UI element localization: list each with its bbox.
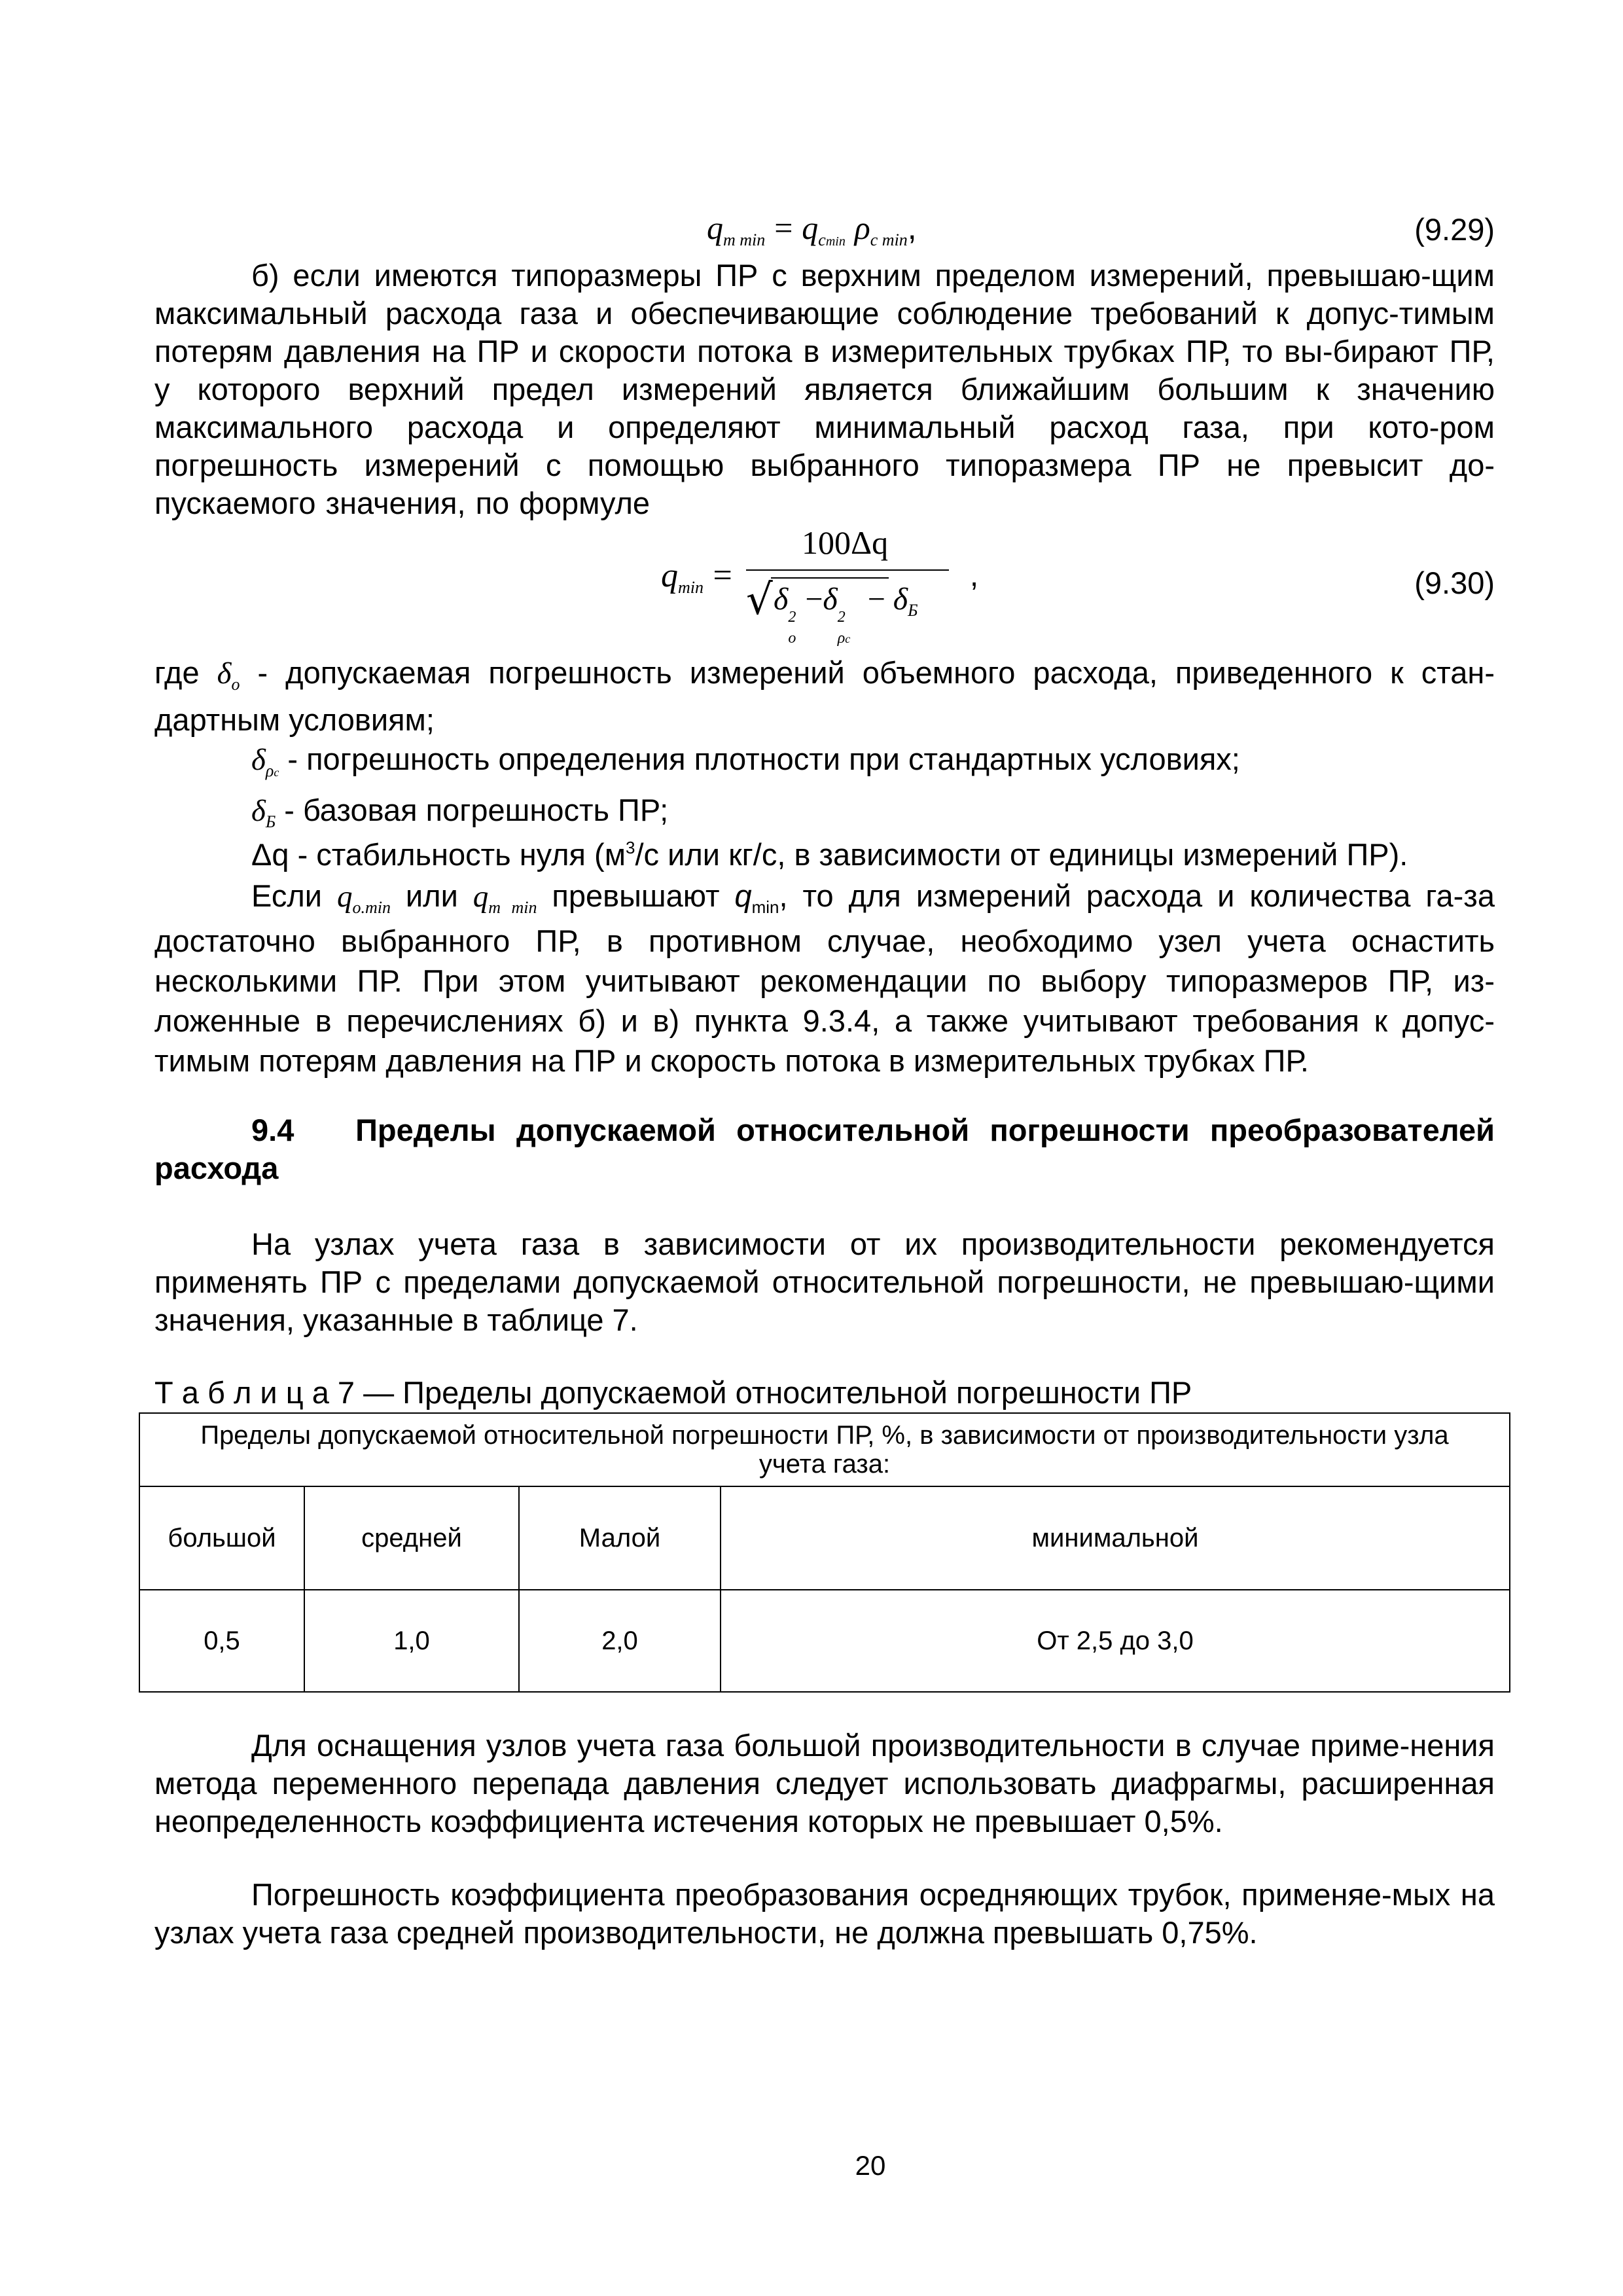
paragraph-averaging-tubes: Погрешность коэффициента преобразования осредняющих трубок, применяе-мых на узлах учета газа средней производительности, не должна превышать 0,75%. [154, 1877, 1495, 1950]
table-value-small: 2,0 [519, 1590, 721, 1692]
equation-number-9-29: (9.29) [1414, 212, 1495, 247]
eq-qc-symbol: q [802, 209, 819, 246]
eq-equals-sign: = [774, 209, 793, 246]
eq930-equals-sign: = [713, 557, 732, 594]
eq930-lhs-subscript: min [678, 578, 704, 597]
table-7 [139, 1412, 1510, 1693]
table-value-minimal: От 2,5 до 3,0 [721, 1590, 1510, 1692]
definition-delta-rho: $\delta_{\rho c}$ - погрешность определения плотности при стандартных условиях; [251, 742, 1240, 780]
section-title: Пределы допускаемой относительной погрешности преобразователей расхода [154, 1113, 1495, 1185]
eq-qc-subscript: cmin [818, 230, 846, 249]
eq-q-subscript: m min [723, 230, 766, 249]
table-column-minimal: минимальной [721, 1486, 1510, 1590]
eq-comma: , [907, 209, 917, 246]
table-value-large: 0,5 [139, 1590, 304, 1692]
table-header-row [139, 1413, 1510, 1486]
page-number: 20 [855, 2150, 886, 2181]
table-values-row [139, 1590, 1510, 1692]
definition-delta-q: Δq - стабильность нуля ($м^3/с$ или кг/с, в зависимости от единицы измерений ПР). [251, 837, 1408, 872]
paragraph-b: б) если имеются типоразмеры ПР с верхним пределом измерений, превышаю-щим максимальный расхода газа и обеспечивающие соблюдение требований к допус-тимым потерям давления на ПР и скорости потока в измерительных трубках ПР, то вы-бирают ПР, у которого верхний предел измерений является ближайшим большим к значению максимального расхода и определяют минимальный расход газа, при кото-ром погрешность измерений с помощью выбранного типоразмера ПР не превысит до-пускаемого значения, по формуле [154, 258, 1495, 520]
table-column-small: Малой [519, 1486, 721, 1590]
sqrt-bar [771, 577, 889, 579]
section-heading-9-4 [154, 1111, 1495, 1187]
sqrt-sign: √ [746, 576, 773, 624]
eq-rho-symbol: ρ [854, 209, 870, 246]
definition-delta-b: $\delta_Б$ - базовая погрешность ПР; [251, 793, 669, 831]
table-header-cell: Пределы допускаемой относительной погрешности ПР, %, в зависимости от производительности узла учета газа: [139, 1413, 1510, 1486]
table-caption: Т а б л и ц а 7 — Пределы допускаемой относительной погрешности ПР [154, 1375, 1192, 1410]
definition-delta-o: где $\delta_o$ - допускаемая погрешность измерений объемного расхода, приведенного к стан-дартным условиям; [154, 655, 1495, 737]
eq-q-symbol: q [707, 209, 723, 246]
paragraph-if: Если $q_{o.min}$ или $q_{m min}$ превышают $q_{min}$, то для измерений расхода и количества га-за достаточно выбранного ПР, в противном случае, необходимо узел учета оснастить несколькими ПР. При этом учитывают рекомендации по выбору типоразмеров ПР, из-ложенные в перечислениях б) и в) пункта 9.3.4, а также учитывают требования к допус-тимым потерям давления на ПР и скорость потока в измерительных трубках ПР. [154, 878, 1495, 1078]
equation-9-30 [654, 524, 1021, 647]
table-column-medium: средней [304, 1486, 519, 1590]
table-value-medium: 1,0 [304, 1590, 519, 1692]
equation-9-29 [707, 208, 917, 255]
equation-number-9-30: (9.30) [1414, 565, 1495, 600]
eq-rho-subscript: c min [870, 230, 908, 249]
section-number: 9.4 [251, 1113, 294, 1147]
eq930-numerator: 100Δq [802, 524, 889, 561]
eq930-comma: , [970, 558, 979, 592]
table-columns-row [139, 1486, 1510, 1590]
table-column-large: большой [139, 1486, 304, 1590]
fraction-bar [746, 569, 949, 571]
paragraph-9-4: На узлах учета газа в зависимости от их производительности рекомендуется применять ПР с пределами допускаемой относительной погрешности, не превышаю-щими значения, указанные в таблице 7. [154, 1227, 1495, 1337]
paragraph-diaphragms: Для оснащения узлов учета газа большой производительности в случае приме-нения метода переменного перепада давления следует использовать диафрагмы, расширенная неопределенность коэффициента истечения которых не превышает 0,5%. [154, 1728, 1495, 1839]
eq930-lhs-symbol: q [661, 557, 678, 594]
eq930-denominator: δ 2 o −δ 2 ρc − $\delta_Б$ [774, 582, 918, 647]
